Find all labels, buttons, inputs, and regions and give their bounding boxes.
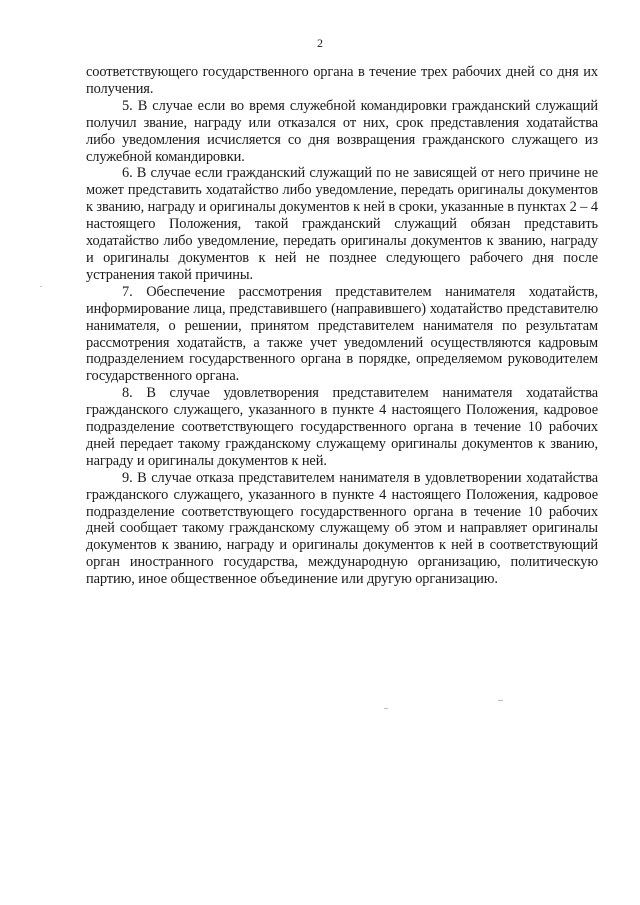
scan-artifact-left bbox=[40, 286, 42, 287]
scan-artifact-bottom-a bbox=[384, 708, 388, 709]
paragraph-item-6: 6. В случае если гражданский служащий по не зависящей от него причине не может представить ходатайство либо уведомление, передать оригиналы документов к званию, награду и оригиналы документов к ней в сроки, указанные в пунктах 2 – 4 настоящего Положения, такой гражданский служащий обязан представить ходатайство либо уведомление, передать оригиналы документов к званию, награду и оригиналы документов к ней не позднее следующего рабочего дня после устранения такой причины. bbox=[86, 165, 598, 283]
paragraph-item-7: 7. Обеспечение рассмотрения представителем нанимателя ходатайств, информирование лица, представившего (направившего) ходатайство представителю нанимателя, о решении, принятом представителем нанимателя по результатам рассмотрения ходатайств, а также учет уведомлений осуществляются кадровым подразделением государственного органа в порядке, определяемом руководителем государственного органа. bbox=[86, 283, 598, 385]
paragraph-item-9: 9. В случае отказа представителем нанимателя в удовлетворении ходатайства гражданского служащего, указанного в пункте 4 настоящего Положения, кадровое подразделение соответствующего государственного органа в течение 10 рабочих дней сообщает такому гражданскому служащему об этом и направляет оригиналы документов к званию, награду и оригиналы документов к ней в соответствующий орган иностранного государства, международную организацию, политическую партию, иное общественное объединение или другую организацию. bbox=[86, 469, 598, 588]
document-body bbox=[86, 64, 598, 588]
scan-artifact-bottom-b bbox=[498, 700, 503, 701]
paragraph-item-5: 5. В случае если во время служебной командировки гражданский служащий получил звание, награду или отказался от них, срок представления ходатайства либо уведомления исчисляется со дня возвращения гражданского служащего из служебной командировки. bbox=[86, 97, 598, 165]
page-number: 2 bbox=[317, 36, 323, 50]
paragraph-item-8: 8. В случае удовлетворения представителем нанимателя ходатайства гражданского служащего, указанного в пункте 4 настоящего Положения, кадровое подразделение соответствующего государственного органа в течение 10 рабочих дней передает такому гражданскому служащему оригиналы документов к званию, награду и оригиналы документов к ней. bbox=[86, 385, 598, 469]
paragraph-continuation: соответствующего государственного органа в течение трех рабочих дней со дня их получения. bbox=[86, 64, 598, 97]
